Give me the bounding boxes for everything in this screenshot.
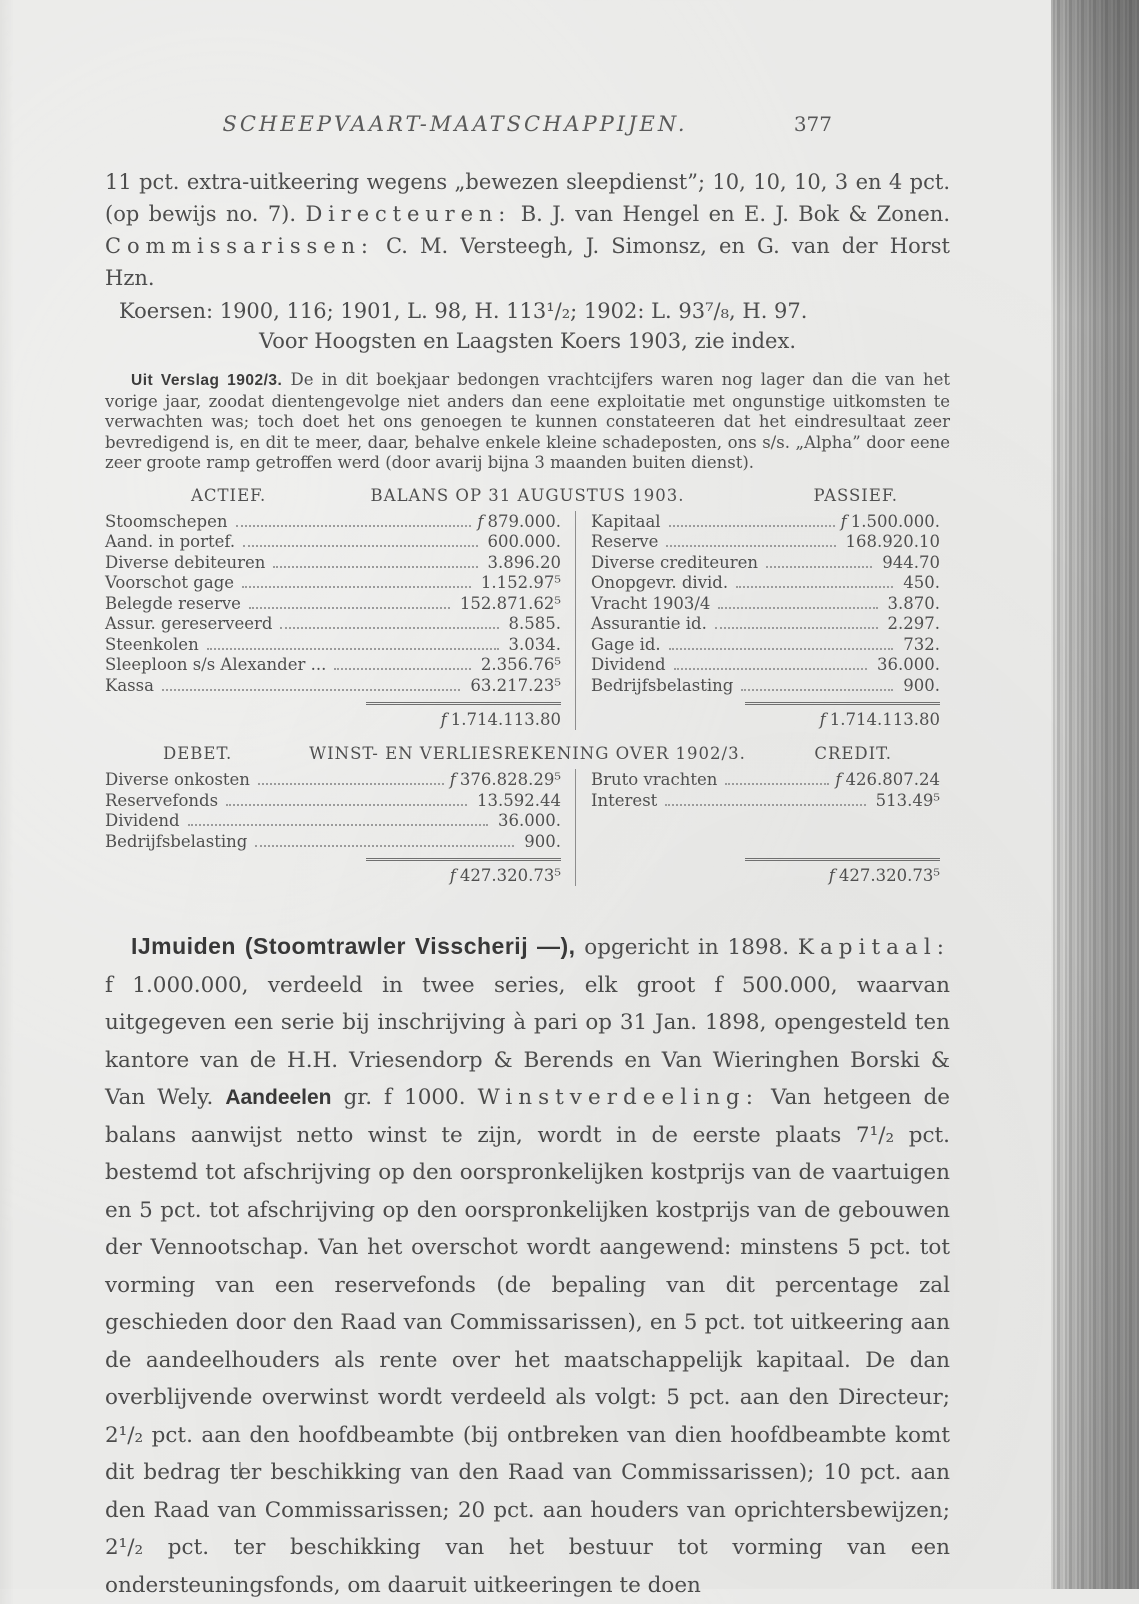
- dotted-leader: [665, 804, 865, 806]
- currency-sign: f: [819, 710, 826, 729]
- table-row: [105, 532, 561, 553]
- currency-sign: f: [477, 511, 484, 531]
- row-amount: 944.70: [882, 552, 940, 572]
- dotted-leader: [188, 824, 488, 826]
- column-divider: [575, 769, 576, 886]
- dotted-leader: [725, 783, 829, 785]
- dotted-leader: [280, 627, 498, 629]
- row-amount: 600.000.: [487, 532, 561, 551]
- row-label: Gage id.: [591, 634, 661, 654]
- dotted-leader: [242, 586, 471, 588]
- dotted-leader: [258, 783, 444, 785]
- table-row: [105, 573, 561, 594]
- dotted-leader: [669, 525, 835, 527]
- row-amount: 3.870.: [887, 593, 940, 613]
- row-amount: 376.828.29⁵: [459, 770, 561, 789]
- winst-verlies-table: [105, 744, 950, 886]
- winst-totals: [105, 856, 950, 886]
- ijmuiden-text-4: Van hetgeen de balans aanwijst netto winst te zijn, wordt in de eerste plaats 7¹/₂ pct. bestemd tot afschrijving op den oorspronkelijken kostprijs van de vaartuigen en 5 pct. tot afschrijving op den oorspronkelijken kostprijs van de gebouwen der Vennootschap. Van het overschot wordt aangewend: minstens 5 pct. tot vorming van een reservefonds (de bepaling van dit percentage zal geschieden door den Raad van Commissarissen), en 5 pct. tot uitkeering aan de aandeelhouders als rente over het maatschappelijk kapitaal. De dan overblijvende overwinst wordt verdeeld als volgt: 5 pct. aan den Directeur; 2¹/₂ pct. aan den hoofdbeambte (bij ontbreken van dien hoofdbeambte komt dit bedrag ter beschikking van den Raad van Commissarissen); 10 pct. aan den Raad van Commissarissen; 20 pct. aan houders van oprichtersbewijzen; 2¹/₂ pct. ter beschikking van het bestuur tot vorming van een ondersteuningsfonds, om daaruit uitkeeringen te doen: [105, 1085, 950, 1598]
- balans-body: [105, 512, 950, 731]
- verslag-text: De in dit boekjaar bedongen vrachtcijfers waren nog lager dan die van het vorige jaar, zoodat dientengevolge niet anders dan eene exploitatie met ongunstige uitkomsten te verwachten was; toch doet het ons genoegen te kunnen constateeren dat het eindresultaat zeer bevredigend is, en dit te meer, daar, behalve enkele kleine schadeposten, ons s/s. „Alpha” door eene zeer groote ramp getroffen werd (door avarij bijna 3 maanden buiten dienst).: [105, 370, 950, 472]
- row-amount: 13.592.44: [477, 790, 561, 810]
- table-row: [105, 635, 561, 656]
- currency-sign: f: [835, 770, 842, 789]
- debet-heading: DEBET.: [163, 744, 233, 763]
- table-row: [591, 512, 940, 533]
- verslag-label: Uit Verslag 1902/3.: [131, 372, 283, 389]
- total-rule: [366, 858, 561, 861]
- winst-header: [105, 744, 950, 768]
- dotted-leader: [226, 804, 467, 806]
- total-amount: 427.320.73⁵: [838, 866, 940, 885]
- page-number: 377: [793, 112, 832, 136]
- column-divider: [575, 511, 576, 731]
- winst-body: [105, 770, 950, 886]
- row-amount: 168.920.10: [845, 532, 940, 551]
- row-amount: 36.000.: [877, 655, 940, 674]
- row-label: Interest: [591, 790, 658, 810]
- currency-sign: f: [840, 511, 847, 531]
- row-amount: 152.871.62⁵: [459, 593, 561, 613]
- dotted-leader: [715, 627, 878, 629]
- row-label: Kassa: [105, 675, 154, 695]
- aandeelen-label: Aandeelen: [225, 1086, 332, 1109]
- balans-table: [105, 486, 950, 731]
- dotted-leader: [766, 566, 872, 568]
- total-rule: [745, 858, 940, 861]
- table-row: [591, 791, 940, 812]
- table-row: [591, 676, 940, 697]
- row-amount: 2.356.76⁵: [480, 655, 561, 674]
- row-label: Dividend: [105, 811, 180, 830]
- total-amount: 1.714.113.80: [450, 710, 561, 729]
- table-row: [591, 655, 940, 676]
- intro-text-2: B. J. van Hengel en E. J. Bok & Zonen.: [511, 202, 950, 226]
- ijmuiden-text-1: opgericht in 1898.: [575, 935, 798, 960]
- actief-column: [105, 512, 575, 697]
- total-rule: [745, 702, 940, 705]
- row-label: Diverse debiteuren: [105, 552, 266, 572]
- row-label: Kapitaal: [591, 511, 661, 531]
- row-label: Bedrijfsbelasting: [591, 675, 734, 695]
- dotted-leader: [718, 607, 877, 609]
- table-row: [105, 676, 561, 697]
- credit-total: [575, 856, 950, 886]
- row-label: Diverse onkosten: [105, 770, 250, 789]
- row-label: Sleeploon s/s Alexander ...: [105, 655, 327, 674]
- row-label: Stoomschepen: [105, 511, 228, 531]
- dotted-leader: [249, 607, 450, 609]
- ijmuiden-text-3: gr. f 1000.: [331, 1085, 478, 1110]
- row-label: Assurantie id.: [591, 614, 707, 633]
- row-amount: 3.034.: [508, 634, 561, 654]
- koersen-line: Koersen: 1900, 116; 1901, L. 98, H. 113¹/₂; 1902: L. 93⁷/₈, H. 97.: [119, 299, 808, 323]
- currency-sign: f: [828, 866, 835, 885]
- row-label: Vracht 1903/4: [591, 593, 711, 613]
- table-row: [591, 532, 940, 553]
- row-amount: 2.297.: [887, 614, 940, 633]
- table-row: [105, 655, 561, 676]
- commissarissen-label: Commissarissen:: [105, 234, 374, 258]
- row-label: Diverse crediteuren: [591, 552, 758, 572]
- row-amount: 879.000.: [487, 511, 561, 531]
- ijmuiden-text-2: f 1.000.000, verdeeld in twee series, elk groot f 500.000, waarvan uitgegeven een serie bij inschrijving à pari op 31 Jan. 1898, opengesteld ten kantore van de H.H. Vriesendorp & Berends en Van Wieringhen Borski & Van Wely.: [105, 972, 950, 1110]
- table-row: [591, 553, 940, 574]
- table-row: [591, 594, 940, 615]
- winst-title: WINST- EN VERLIESREKENING OVER 1902/3.: [309, 744, 746, 763]
- currency-sign: f: [440, 710, 447, 729]
- row-label: Bedrijfsbelasting: [105, 831, 248, 851]
- dotted-leader: [255, 845, 514, 847]
- winstverdeeling-label: Winstverdeeling:: [477, 1085, 759, 1110]
- dotted-leader: [334, 668, 471, 670]
- row-amount: 1.500.000.: [850, 511, 940, 531]
- table-row: [591, 573, 940, 594]
- dotted-leader: [207, 648, 499, 650]
- row-label: Assur. gereserveerd: [105, 614, 273, 633]
- table-row: [105, 770, 561, 791]
- row-label: Reserve: [591, 532, 659, 551]
- dotted-leader: [162, 689, 460, 691]
- table-row: [105, 594, 561, 615]
- debet-total: [105, 856, 575, 886]
- row-label: Bruto vrachten: [591, 770, 718, 789]
- currency-sign: f: [449, 770, 456, 789]
- kapitaal-label: Kapitaal:: [797, 935, 950, 960]
- balans-header: [105, 486, 950, 510]
- directeuren-label: Directeuren:: [305, 202, 512, 226]
- page-binding-shadow: [1051, 0, 1139, 1589]
- total-amount: 427.320.73⁵: [459, 866, 561, 885]
- table-row: [591, 614, 940, 635]
- table-row: [105, 811, 561, 832]
- row-amount: 450.: [903, 573, 940, 592]
- row-amount: 8.585.: [508, 614, 561, 633]
- row-amount: 36.000.: [498, 811, 561, 830]
- ijmuiden-heading: IJmuiden (Stoomtrawler Visscherij —),: [131, 933, 576, 959]
- debet-column: [105, 770, 575, 852]
- dotted-leader: [669, 648, 894, 650]
- dotted-leader: [236, 525, 472, 527]
- currency-sign: f: [449, 866, 456, 885]
- intro-text-1: 11 pct. extra-uitkeering wegens „bewezen sleepdienst”; 10, 10, 10, 3 en 4 pct. (op bewijs no. 7).: [105, 170, 950, 226]
- running-header: [105, 112, 950, 140]
- row-label: Dividend: [591, 655, 666, 674]
- row-amount: 3.896.20: [487, 552, 561, 572]
- table-row: [105, 553, 561, 574]
- row-label: Onopgevr. divid.: [591, 573, 729, 592]
- intro-paragraph: [105, 166, 950, 294]
- row-label: Aand. in portef.: [105, 532, 236, 551]
- actief-total: [105, 700, 575, 730]
- dotted-leader: [666, 545, 835, 547]
- row-amount: 63.217.23⁵: [470, 675, 561, 695]
- index-reference-line: Voor Hoogsten en Laagsten Koers 1903, zie index.: [258, 329, 797, 353]
- table-row: [105, 512, 561, 533]
- balans-title: BALANS OP 31 AUGUSTUS 1903.: [370, 485, 685, 505]
- passief-heading: PASSIEF.: [813, 485, 898, 505]
- row-amount: 426.807.24: [845, 770, 940, 789]
- row-amount: 900.: [903, 675, 940, 695]
- table-row: [591, 635, 940, 656]
- row-label: Reservefonds: [105, 790, 219, 810]
- credit-column: [575, 770, 950, 811]
- row-label: Belegde reserve: [105, 593, 241, 613]
- intro-text-3: C. M. Versteegh, J. Simonsz, en G. van der Horst Hzn.: [105, 234, 950, 290]
- row-label: Steenkolen: [105, 634, 199, 654]
- total-amount: 1.714.113.80: [829, 710, 940, 729]
- row-amount: 732.: [903, 634, 940, 654]
- table-row: [105, 832, 561, 853]
- table-row: [105, 791, 561, 812]
- row-amount: 1.152.97⁵: [480, 573, 561, 592]
- credit-heading: CREDIT.: [814, 744, 892, 763]
- row-amount: 900.: [524, 831, 561, 851]
- actief-heading: ACTIEF.: [191, 485, 267, 505]
- table-row: [105, 614, 561, 635]
- verslag-paragraph: [105, 370, 950, 474]
- dotted-leader: [674, 668, 867, 670]
- dotted-leader: [741, 689, 893, 691]
- dotted-leader: [243, 545, 477, 547]
- book-page: [105, 0, 950, 1604]
- row-label: Voorschot gage: [105, 573, 235, 592]
- dotted-leader: [273, 566, 477, 568]
- row-amount: 513.49⁵: [875, 790, 940, 810]
- table-row: [591, 770, 940, 791]
- passief-total: [575, 700, 950, 730]
- passief-column: [575, 512, 950, 697]
- total-rule: [366, 702, 561, 705]
- page-title: SCHEEPVAART-MAATSCHAPPIJEN.: [222, 112, 688, 136]
- dotted-leader: [736, 586, 893, 588]
- ijmuiden-paragraph: [105, 928, 950, 1604]
- balans-totals: [105, 700, 950, 730]
